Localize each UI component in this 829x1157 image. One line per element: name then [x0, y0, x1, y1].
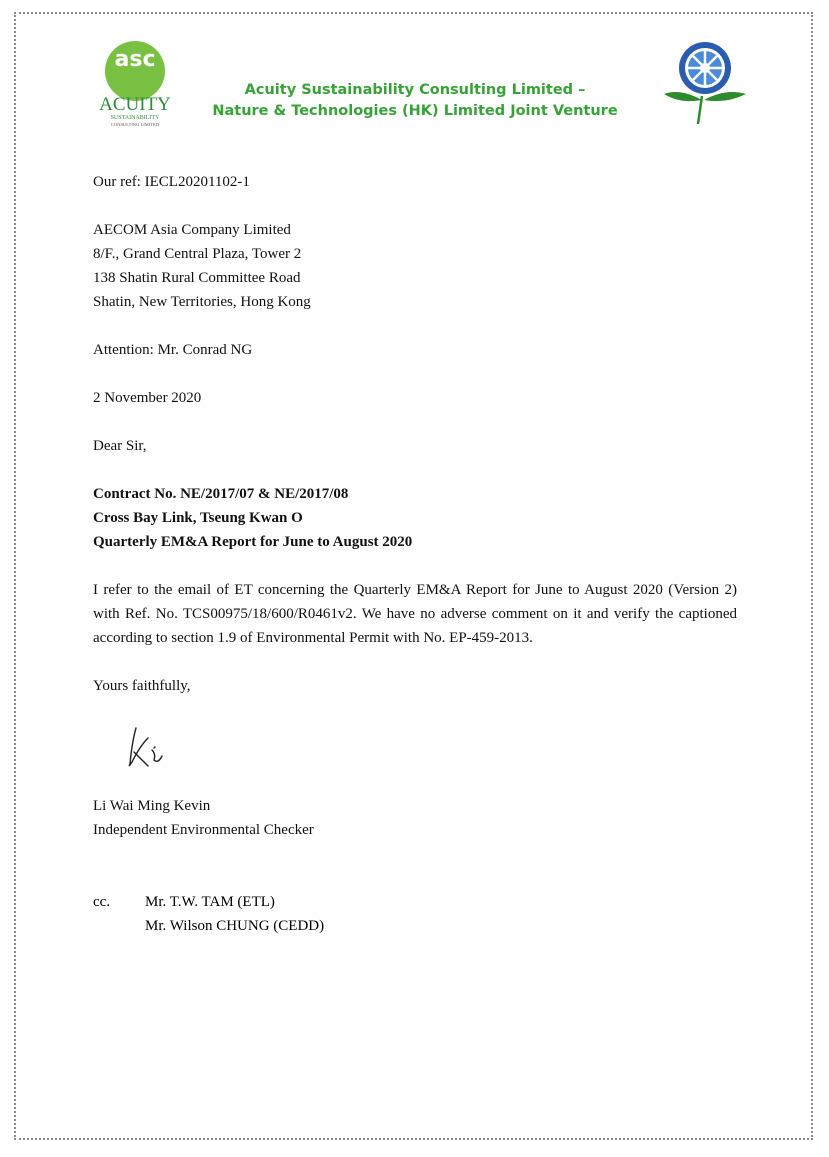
signatory-block: [93, 794, 314, 842]
cc-label: cc.: [93, 894, 111, 910]
subject-block: [93, 482, 412, 554]
attention-line: Attention: Mr. Conrad NG: [93, 342, 253, 358]
address-line: Shatin, New Territories, Hong Kong: [93, 294, 311, 310]
handwritten-signature: [118, 722, 178, 774]
cc-recipient: Mr. Wilson CHUNG (CEDD): [145, 918, 325, 934]
cc-list: [145, 890, 324, 938]
address-line: 138 Shatin Rural Committee Road: [93, 270, 301, 286]
nature-technologies-logo: [660, 40, 750, 128]
letter-date: 2 November 2020: [93, 390, 202, 406]
salutation: Dear Sir,: [93, 438, 147, 454]
logo-acuity-text: ACUITY: [99, 94, 171, 115]
reference-number: Our ref: IECL20201102-1: [93, 174, 250, 190]
signatory-name: Li Wai Ming Kevin: [93, 798, 211, 814]
company-header: [190, 80, 640, 122]
subject-line: Contract No. NE/2017/07 & NE/2017/08: [93, 486, 349, 502]
company-line-2: Nature & Technologies (HK) Limited Joint Venture: [212, 103, 618, 119]
logo-sub-text: SUSTAINABILITY: [110, 115, 160, 121]
signatory-title: Independent Environmental Checker: [93, 822, 314, 838]
company-line-1: Acuity Sustainability Consulting Limited –: [244, 82, 586, 98]
closing: Yours faithfully,: [93, 678, 191, 694]
subject-line: Cross Bay Link, Tseung Kwan O: [93, 510, 303, 526]
logo-sub-text-2: CONSULTING LIMITED: [111, 122, 159, 127]
address-line: AECOM Asia Company Limited: [93, 222, 291, 238]
cc-recipient: Mr. T.W. TAM (ETL): [145, 894, 275, 910]
acuity-logo: [90, 38, 180, 130]
address-line: 8/F., Grand Central Plaza, Tower 2: [93, 246, 302, 262]
subject-line: Quarterly EM&A Report for June to August 2020: [93, 534, 413, 550]
body-paragraph: I refer to the email of ET concerning the Quarterly EM&A Report for June to August 2020 (Version 2) with Ref. No. TCS00975/18/600/R0461v2. We have no adverse comment on it and verify the captioned according to section 1.9 of Environmental Permit with No. EP-459-2013.: [93, 582, 737, 646]
logo-letters: asc: [114, 47, 156, 72]
recipient-address: [93, 218, 311, 314]
